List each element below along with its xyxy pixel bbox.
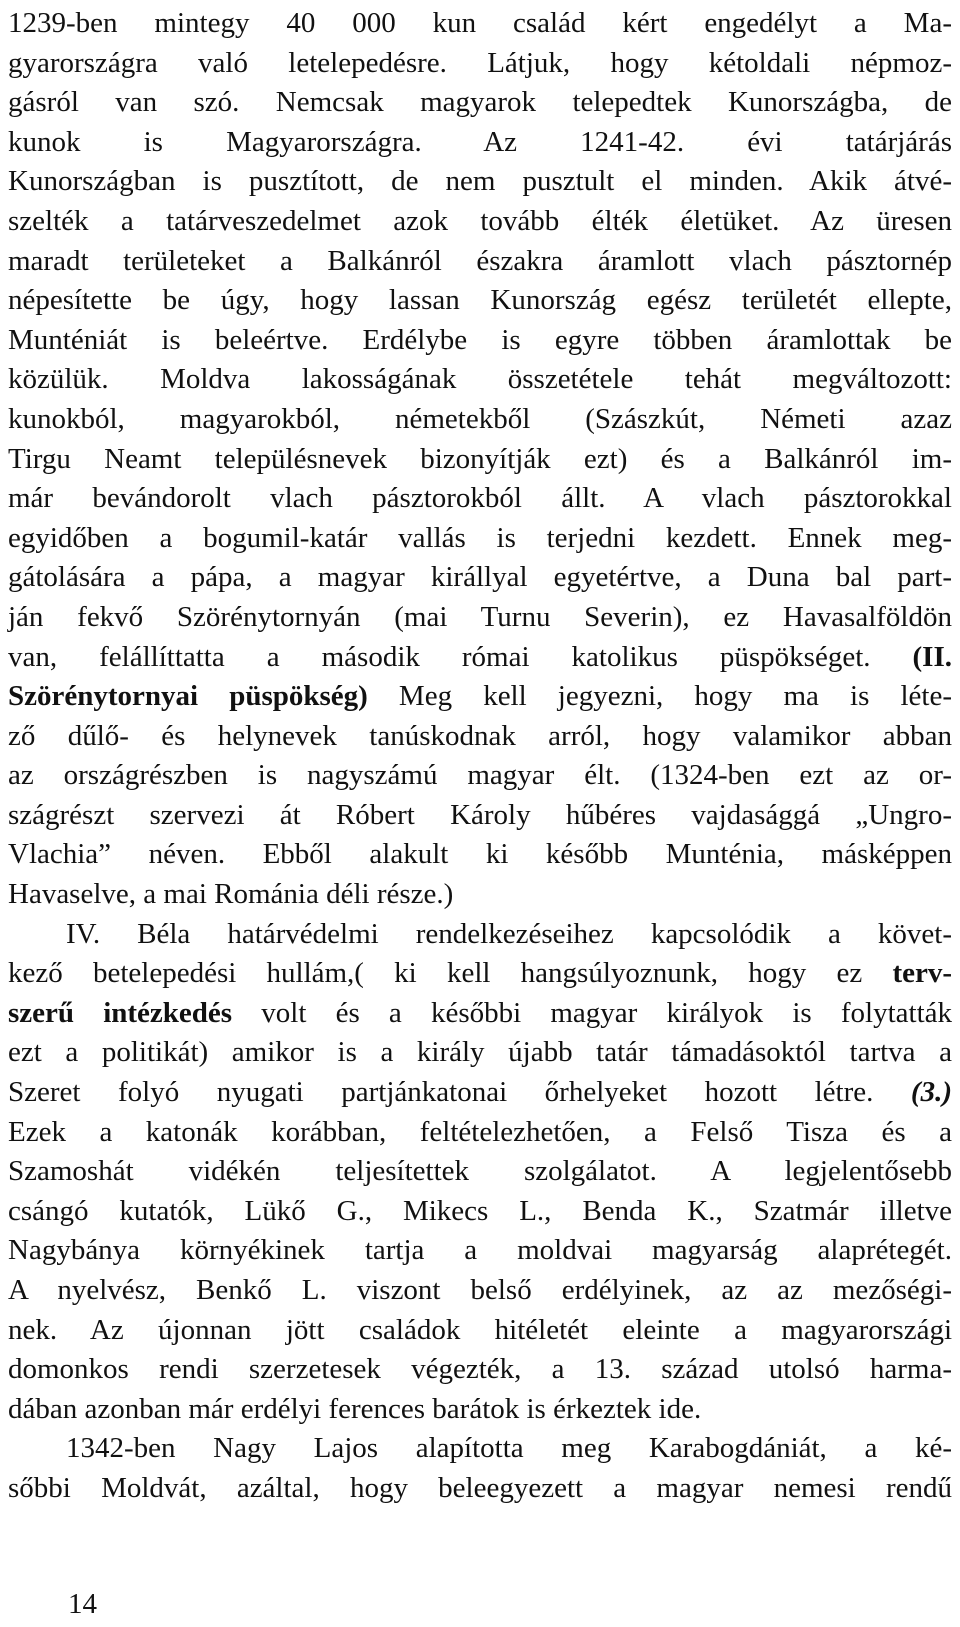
text-line (8, 162, 952, 202)
text-line (8, 1231, 952, 1271)
text-line (8, 638, 952, 678)
text-run: IV. Béla határvédelmi rendelkezéseihez kapcsolódik a követ- (66, 917, 952, 950)
text-line (8, 519, 952, 559)
text-run: dában azonban már erdélyi ferences barátok is érkeztek ide. (8, 1392, 702, 1425)
text-run: Tirgu Neamt településnevek bizonyítják ezt) és a Balkánról im- (8, 442, 952, 475)
document-page (8, 0, 952, 1509)
text-run: az országrészben is nagyszámú magyar élt. (1324-ben ezt az or- (8, 759, 952, 792)
text-line (8, 875, 952, 915)
text-line (8, 1350, 952, 1390)
text-run: ján fekvő Szörénytornyán (mai Turnu Severin), ez Havasalföldön (8, 600, 952, 633)
text-line (8, 321, 952, 361)
text-line (8, 1390, 952, 1430)
text-run: Szeret folyó nyugati partjánkatonai őrhelyeket hozott létre. (8, 1076, 911, 1109)
text-line (8, 83, 952, 123)
text-run: gyarországra való letelepedésre. Látjuk, hogy kétoldali népmoz- (8, 46, 952, 79)
text-line (8, 123, 952, 163)
page-number: 14 (68, 1588, 97, 1620)
text-line (8, 598, 952, 638)
text-line (8, 796, 952, 836)
text-run: Havaselve, a mai Románia déli része.) (8, 878, 454, 911)
text-run: nek. Az újonnan jött családok hitéletét eleinte a magyarországi (8, 1313, 952, 1346)
text-run: Vlachia” néven. Ebből alakult ki később Munténia, másképpen (8, 838, 952, 871)
text-run: Szamoshát vidékén teljesítettek szolgálatot. A legjelentősebb (8, 1155, 952, 1188)
text-run: csángó kutatók, Lükő G., Mikecs L., Benda K., Szatmár illetve (8, 1194, 952, 1227)
text-line (8, 756, 952, 796)
text-run: Meg kell jegyezni, hogy ma is léte- (367, 680, 952, 713)
text-run: közülük. Moldva lakosságának összetétele tehát megváltozott: (8, 363, 952, 396)
text-line (8, 1429, 952, 1469)
text-line (8, 479, 952, 519)
text-line (8, 1192, 952, 1232)
emphasized-text: terv- (892, 957, 952, 990)
body-text (8, 4, 952, 1509)
text-line (8, 1271, 952, 1311)
emphasized-text: szerű intézkedés (8, 996, 233, 1029)
text-run: domonkos rendi szerzetesek végezték, a 13. század utolsó harma- (8, 1353, 952, 1386)
text-line (8, 1113, 952, 1153)
text-line (8, 440, 952, 480)
text-run: ezt a politikát) amikor is a király újabb tatár támadásoktól tartva a (8, 1036, 952, 1069)
text-line (8, 242, 952, 282)
text-run: kunokból, magyarokból, németekből (Szászkút, Németi azaz (8, 402, 952, 435)
text-line (8, 717, 952, 757)
text-run: Ezek a katonák korábban, feltételezhetően, a Felső Tisza és a (8, 1115, 952, 1148)
text-run: Munténiát is beleértve. Erdélybe is egyre többen áramlottak be (8, 323, 952, 356)
text-line (8, 954, 952, 994)
text-run: egyidőben a bogumil-katár vallás is terjedni kezdett. Ennek meg- (8, 521, 952, 554)
emphasized-text: (3.) (910, 1076, 952, 1109)
text-line (8, 1311, 952, 1351)
text-run: 1342-ben Nagy Lajos alapította meg Karabogdániát, a ké- (66, 1432, 952, 1465)
text-run: Kunországban is pusztított, de nem pusztult el minden. Akik átvé- (8, 165, 952, 198)
text-run: A nyelvész, Benkő L. viszont belső erdélyinek, az az mezőségi- (8, 1274, 952, 1306)
text-run: sőbbi Moldvát, azáltal, hogy beleegyezett a magyar nemesi rendű (8, 1471, 952, 1504)
text-line (8, 360, 952, 400)
text-run: kező betelepedési hullám,( ki kell hangsúlyoznunk, hogy ez (8, 957, 893, 990)
text-run: van, felállíttatta a második római katolikus püspökséget. (8, 640, 913, 673)
text-line (8, 994, 952, 1034)
text-line (8, 1033, 952, 1073)
text-run: népesítette be úgy, hogy lassan Kunország egész területét ellepte, (8, 284, 952, 317)
text-run: már bevándorolt vlach pásztorokból állt. A vlach pásztorokkal (8, 482, 952, 515)
text-line (8, 400, 952, 440)
text-line (8, 202, 952, 242)
text-line (8, 281, 952, 321)
text-run: ző dűlő- és helynevek tanúskodnak arról, hogy valamikor abban (8, 719, 952, 752)
text-run: maradt területeket a Balkánról északra áramlott vlach pásztornép (8, 244, 952, 277)
text-line (8, 1152, 952, 1192)
text-line (8, 1469, 952, 1509)
text-run: gátolására a pápa, a magyar királlyal egyetértve, a Duna bal part- (8, 561, 952, 594)
text-line (8, 1073, 952, 1113)
text-line (8, 835, 952, 875)
text-line (8, 915, 952, 955)
text-line (8, 44, 952, 84)
emphasized-text: Szörénytornyai püspökség) (8, 680, 368, 713)
text-run: Nagybánya környékinek tartja a moldvai magyarság alaprétegét. (8, 1234, 952, 1267)
text-run: volt és a későbbi magyar királyok is folytatták (232, 996, 952, 1029)
text-run: kunok is Magyarországra. Az 1241-42. évi tatárjárás (8, 125, 952, 158)
text-line (8, 558, 952, 598)
text-run: 1239-ben mintegy 40 000 kun család kért engedélyt a Ma- (8, 7, 952, 39)
text-run: szágrészt szervezi át Róbert Károly hűbéres vajdasággá „Ungro- (8, 798, 952, 831)
text-run: szelték a tatárveszedelmet azok tovább élték életüket. Az üresen (8, 204, 952, 237)
text-run: gásról van szó. Nemcsak magyarok telepedtek Kunországba, de (8, 86, 952, 119)
emphasized-text: (II. (912, 640, 952, 673)
text-line (8, 4, 952, 44)
text-line (8, 677, 952, 717)
